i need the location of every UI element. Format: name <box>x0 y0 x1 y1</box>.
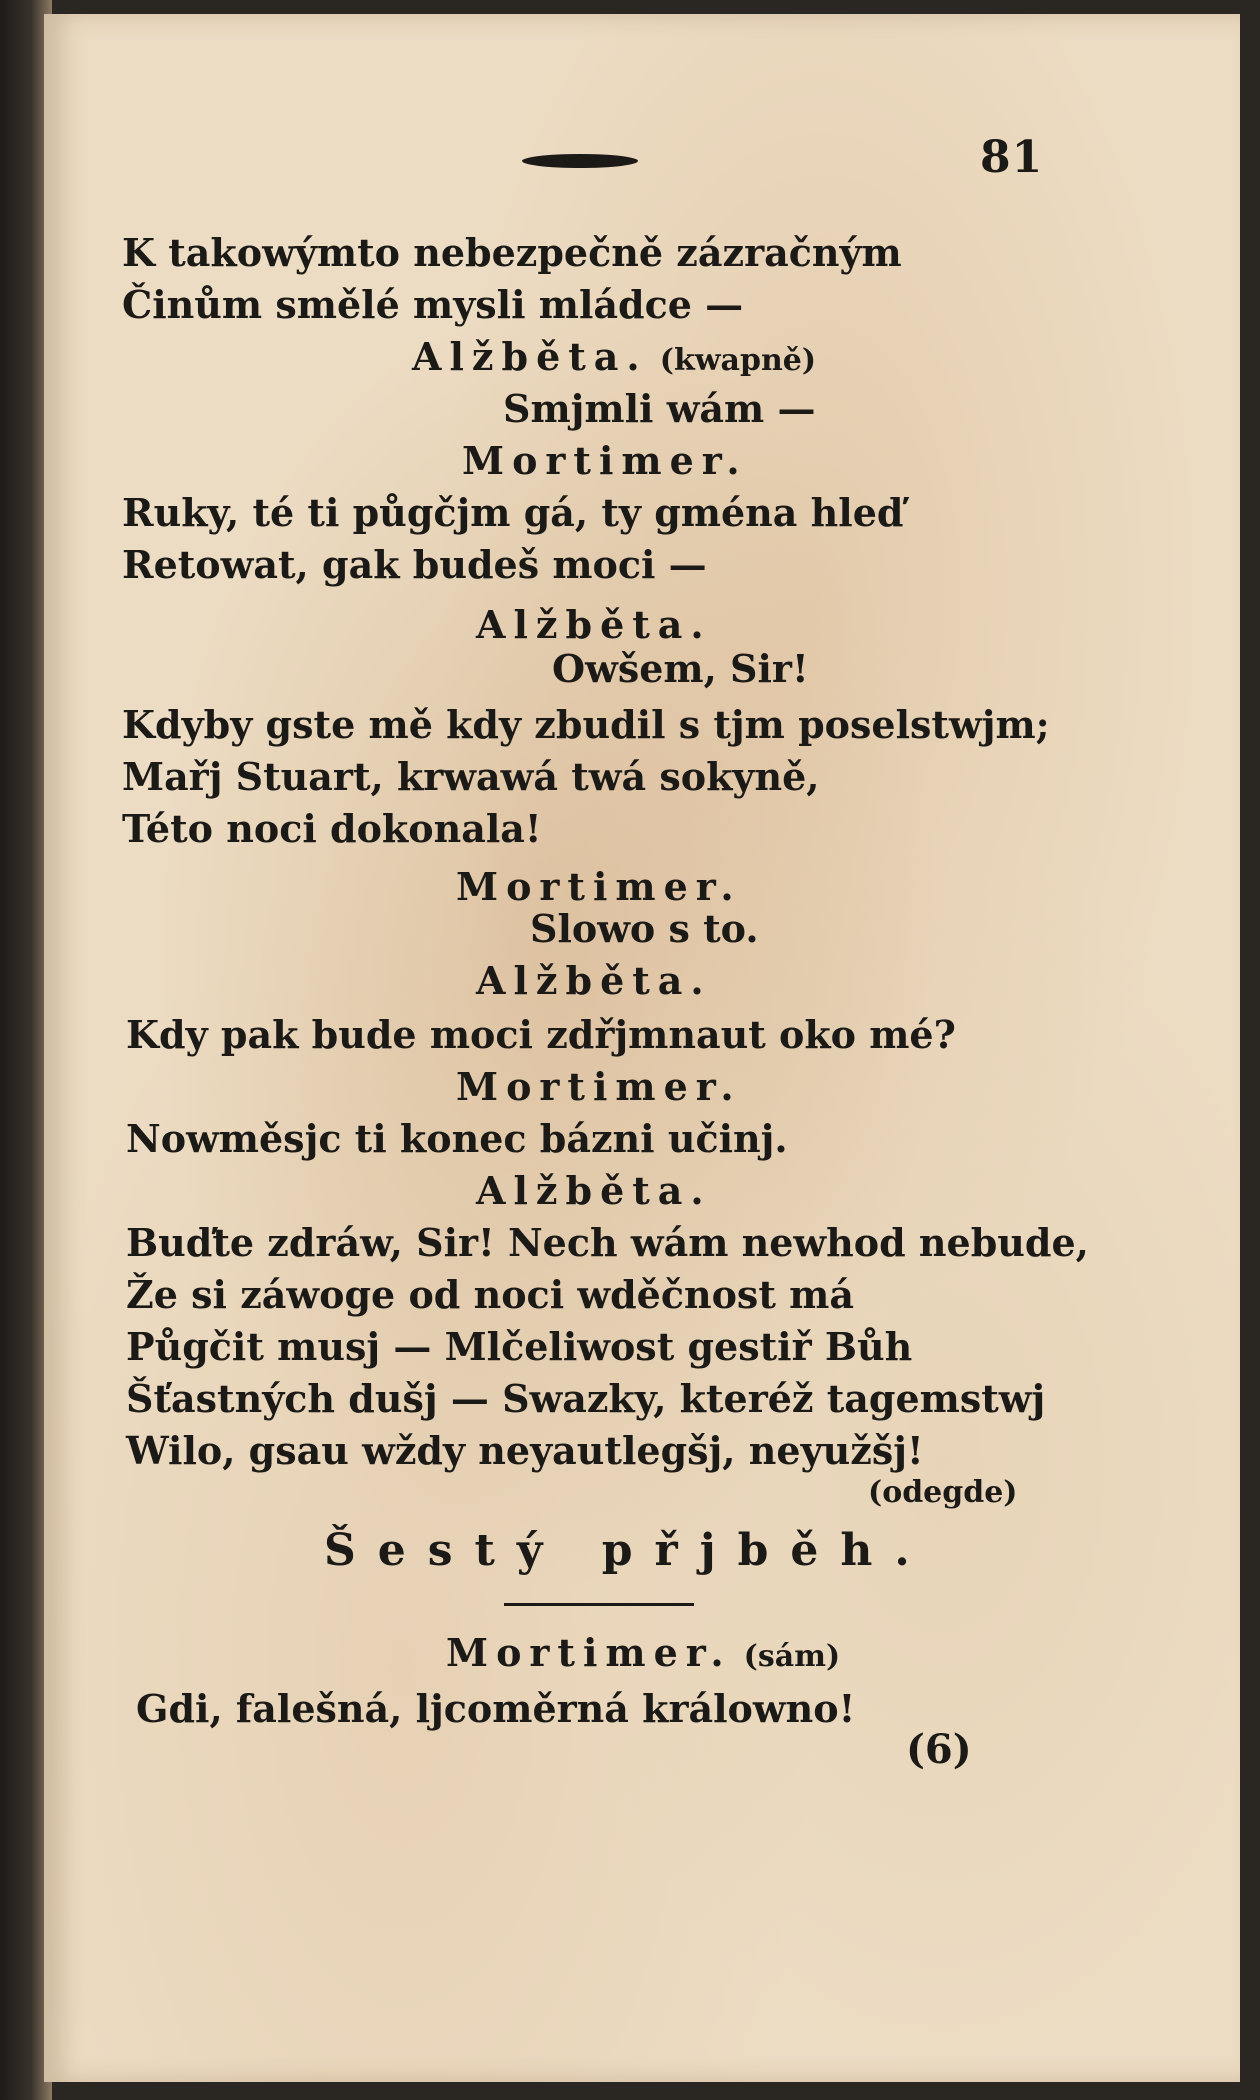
verse-line: Mařj Stuart, krwawá twá sokyně, <box>122 754 820 799</box>
verse-line: Že si záwoge od noci wděčnost má <box>126 1272 854 1317</box>
verse-line: Gdi, falešná, ljcoměrná králowno! <box>136 1686 856 1731</box>
verse-line: Šťastných dušj — Swazky, kteréž tagemstwj <box>126 1376 1046 1421</box>
printer-signature-mark: (6) <box>906 1726 972 1773</box>
speaker-name: Mortimer. <box>456 1064 742 1109</box>
page-number: 81 <box>980 132 1044 183</box>
verse-line: Ruky, té ti půgčjm gá, ty gména hleď <box>122 490 904 535</box>
speaker-name: Alžběta. <box>476 602 712 647</box>
ornament-icon <box>522 154 638 168</box>
verse-line: K takowýmto nebezpečně zázračným <box>122 230 902 275</box>
speaker-name: Alžběta. <box>476 1168 712 1213</box>
verse-line: Smjmli wám — <box>503 386 816 431</box>
verse-line: Retowat, gak budeš moci — <box>122 542 707 587</box>
scene-heading: Šestý přjběh. <box>324 1525 932 1576</box>
verse-line: Slowo s to. <box>530 906 759 951</box>
verse-line: Činům smělé mysli mládce — <box>122 282 744 327</box>
speaker-name: Alžběta. <box>412 334 648 379</box>
verse-line: Kdyby gste mě kdy zbudil s tjm poselstwjm; <box>122 702 1050 747</box>
verse-line: Půgčit musj — Mlčeliwost gestiř Bůh <box>126 1324 913 1369</box>
section-divider <box>504 1603 694 1606</box>
stage-direction: (odegde) <box>868 1475 1018 1510</box>
verse-line: Owšem, Sir! <box>552 646 809 691</box>
speaker-name: Mortimer. <box>462 438 748 483</box>
stage-direction: (sám) <box>743 1639 841 1674</box>
verse-line: Nowměsjc ti konec bázni učinj. <box>126 1116 788 1161</box>
verse-line: Buďte zdráw, Sir! Nech wám newhod nebude, <box>126 1220 1089 1265</box>
speaker-name: Mortimer. <box>456 864 742 909</box>
stage-direction: (kwapně) <box>659 343 817 378</box>
verse-line: Wilo, gsau wždy neyautlegšj, neyužšj! <box>126 1428 924 1473</box>
speaker-line <box>446 1628 840 1682</box>
verse-line: Kdy pak bude moci zdřjmnaut oko mé? <box>126 1012 956 1057</box>
verse-line: Této noci dokonala! <box>122 806 542 851</box>
speaker-line <box>412 332 816 386</box>
speaker-name: Mortimer. <box>446 1630 732 1675</box>
speaker-name: Alžběta. <box>476 958 712 1003</box>
